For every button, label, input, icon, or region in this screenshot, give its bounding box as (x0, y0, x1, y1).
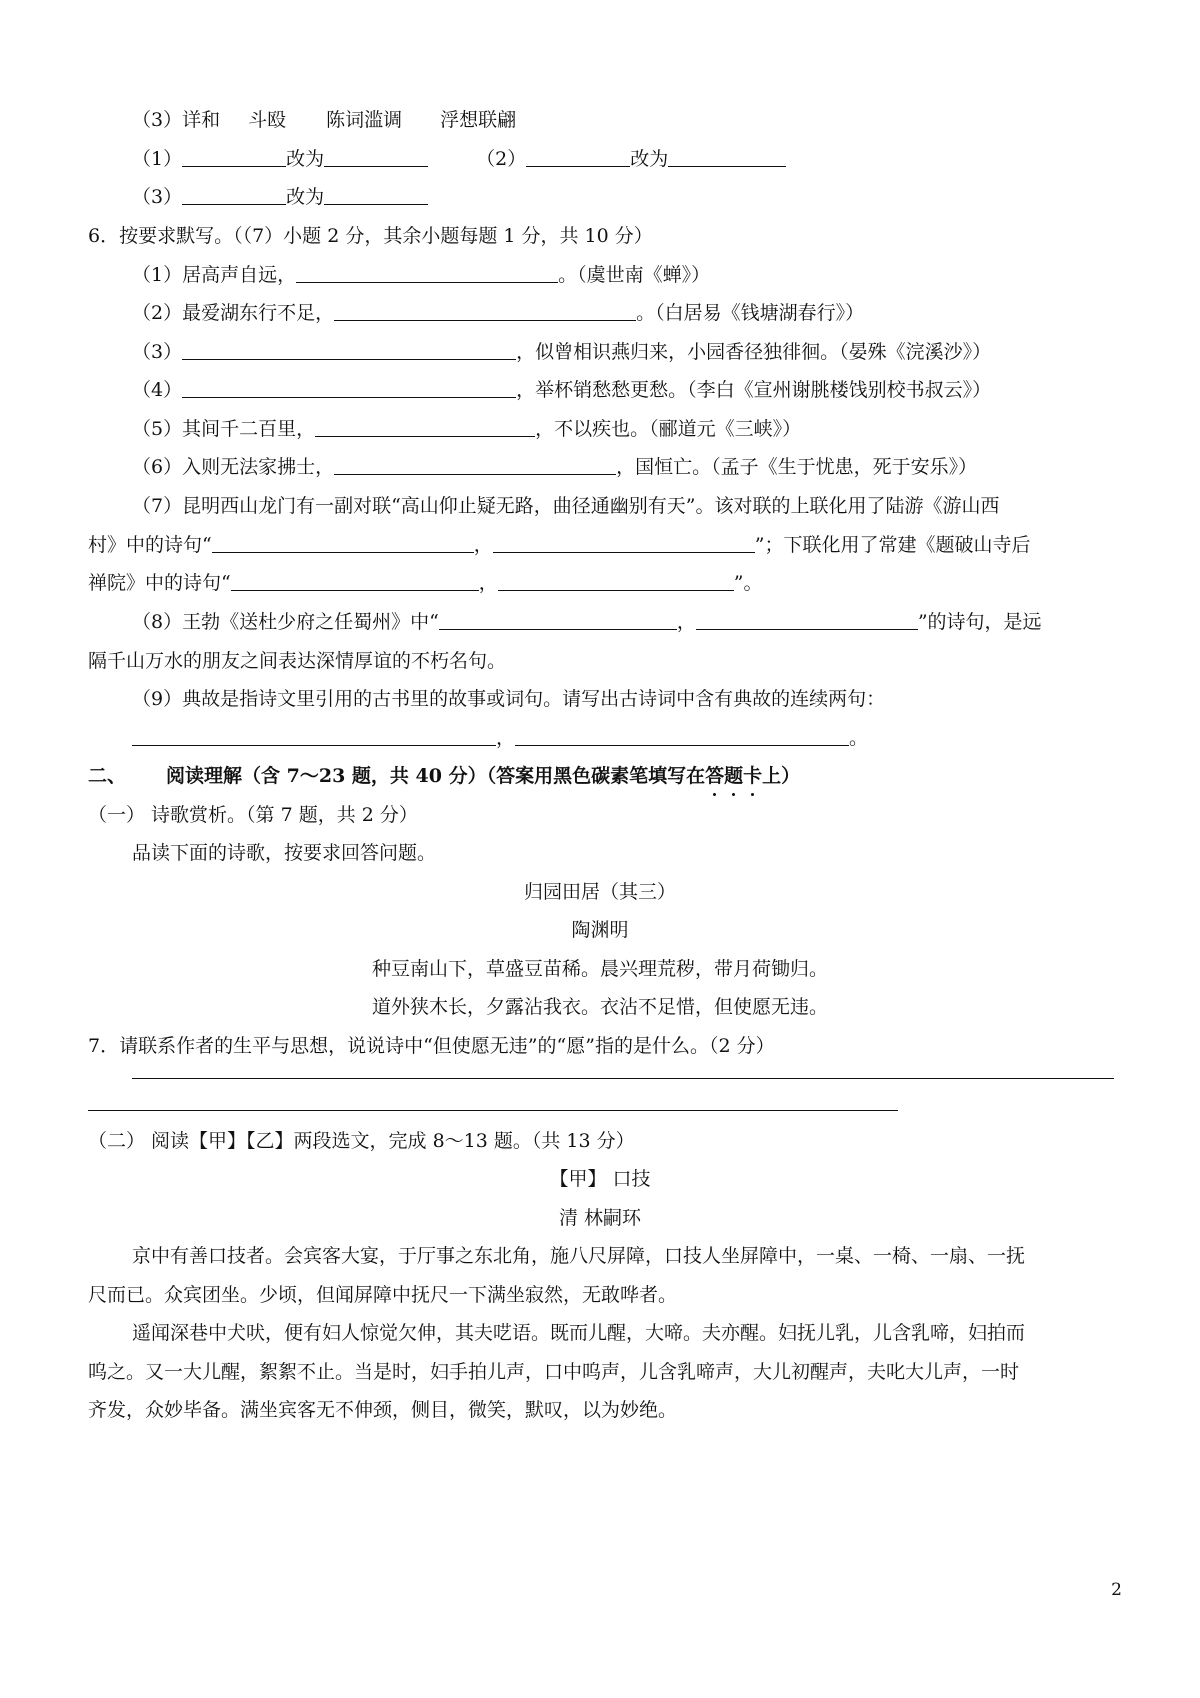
q5-label: （2） (476, 148, 527, 170)
emphasis-char: 卡 (743, 765, 763, 787)
q6-text: ”的诗句，是远 (917, 611, 1042, 633)
part2-title-end: 上） (762, 765, 801, 787)
q6-text: 。（虞世南《蝉》） (558, 264, 711, 286)
q6-text: （1）居高声自远， (132, 264, 297, 286)
q6-text: （3） (132, 341, 183, 363)
answer-blank[interactable] (231, 570, 479, 591)
answer-blank[interactable] (182, 146, 286, 167)
section-1-heading: （一） 诗歌赏析。（第 7 题，共 2 分） (88, 804, 418, 826)
q6-item-7-line-3 (88, 570, 1200, 596)
answer-blank[interactable] (439, 609, 677, 630)
q6-text: ， (496, 727, 516, 749)
poem-line-2: 道外狭木长，夕露沾我衣。衣沾不足惜，但使愿无违。 (371, 996, 828, 1018)
part2-heading (88, 763, 1200, 789)
q6-item-3 (132, 339, 1200, 365)
q6-text: ， (478, 572, 498, 594)
q5-item3 (132, 107, 1200, 133)
q5-word-4: 浮想联翩 (440, 109, 517, 131)
passage-author: 清 林嗣环 (558, 1207, 642, 1229)
passage-paragraph-2-line-1: 遥闻深巷中犬吠，便有妇人惊觉欠伸，其夫呓语。既而儿醒，大啼。夫亦醒。妇抚儿乳，儿含乳啼，妇拍而 (132, 1322, 1026, 1344)
answer-blank[interactable] (182, 377, 516, 398)
answer-blank[interactable] (668, 146, 786, 167)
answer-blank[interactable] (493, 532, 755, 553)
section-1-intro: 品读下面的诗歌，按要求回答问题。 (132, 842, 437, 864)
q5-label: （3） (132, 186, 183, 208)
answer-blank[interactable] (498, 570, 734, 591)
answer-blank[interactable] (526, 146, 630, 167)
q6-text: ”。 (733, 572, 763, 594)
q5-word-1: （3）详和 (132, 109, 221, 131)
answer-blank[interactable] (324, 146, 428, 167)
page-number: 2 (1111, 1580, 1122, 1600)
q6-item-2 (132, 300, 1200, 326)
answer-line[interactable] (88, 1110, 898, 1111)
answer-blank[interactable] (696, 609, 918, 630)
q6-text: （5）其间千二百里， (132, 418, 316, 440)
q5-label: 改为 (630, 148, 669, 170)
part2-title: 阅读理解（含 7～23 题，共 40 分）（答案用黑色碳素笔填写在 (166, 765, 706, 787)
passage-paragraph-2-line-3: 齐发，众妙毕备。满坐宾客无不伸颈，侧目，微笑，默叹，以为妙绝。 (88, 1399, 678, 1421)
q5-answer-row-1 (132, 146, 1200, 172)
q6-item-5 (132, 416, 1200, 442)
q6-text: 。（白居易《钱塘湖春行》） (636, 302, 865, 324)
answer-blank[interactable] (212, 532, 474, 553)
q5-label: 改为 (286, 186, 325, 208)
q6-text: ，不以疾也。（郦道元《三峡》） (535, 418, 802, 440)
answer-blank[interactable] (334, 300, 636, 321)
q6-text: 禅院》中的诗句“ (88, 572, 231, 594)
passage-paragraph-2-line-2: 呜之。又一大儿醒，絮絮不止。当是时，妇手拍儿声，口中呜声，儿含乳啼声，大儿初醒声，夫叱大儿声，一时 (88, 1361, 1020, 1383)
q5-word-3: 陈词滥调 (326, 109, 403, 131)
answer-line[interactable] (132, 1078, 1114, 1079)
answer-blank[interactable] (296, 262, 558, 283)
q6-text: （8）王勃《送杜少府之任蜀州》中“ (132, 611, 439, 633)
q5-label: 改为 (286, 148, 325, 170)
q6-item-6 (132, 454, 1200, 480)
passage-paragraph-1-line-2: 尺而已。众宾团坐。少顷，但闻屏障中抚尺一下满坐寂然，无敢哗者。 (88, 1284, 678, 1306)
q6-text: ，国恒亡。（孟子《生于忧患，死于安乐》） (616, 456, 978, 478)
q6-item-9-line-2 (132, 725, 1200, 751)
answer-blank[interactable] (182, 184, 286, 205)
q6-text: ，举杯销愁愁更愁。（李白《宣州谢朓楼饯别校书叔云》） (516, 379, 992, 401)
poem-author: 陶渊明 (571, 919, 629, 941)
q6-item-8-line-1 (132, 609, 1200, 635)
emphasis-char: 答 (705, 765, 725, 787)
q6-item-7-line-1: （7）昆明西山龙门有一副对联“高山仰止疑无路，曲径通幽别有天”。该对联的上联化用了陆游《游山西 (132, 495, 1000, 517)
passage-title: 【甲】 口技 (549, 1168, 651, 1190)
q6-item-9-line-1: （9）典故是指诗文里引用的古书里的故事或词句。请写出古诗词中含有典故的连续两句： (132, 688, 886, 710)
poem-line-1: 种豆南山下，草盛豆苗稀。晨兴理荒秽，带月荷锄归。 (371, 958, 828, 980)
q6-text: （6）入则无法家拂士， (132, 456, 335, 478)
q5-label: （1） (132, 148, 183, 170)
q6-item-1 (132, 262, 1200, 288)
q5-word-2: 斗殴 (248, 109, 287, 131)
section-2-heading: （二） 阅读【甲】【乙】两段选文，完成 8～13 题。（共 13 分） (88, 1130, 635, 1152)
q6-text: ， (676, 611, 696, 633)
q6-text: （4） (132, 379, 183, 401)
q6-text: ”；下联化用了常建《题破山寺后 (754, 534, 1031, 556)
answer-blank[interactable] (315, 416, 535, 437)
poem-title: 归园田居（其三） (523, 881, 676, 903)
q6-text: ， (473, 534, 493, 556)
answer-blank[interactable] (334, 454, 616, 475)
answer-blank[interactable] (132, 725, 496, 746)
answer-blank[interactable] (182, 339, 516, 360)
q6-item-4 (132, 377, 1200, 403)
q5-answer-row-2 (132, 184, 1200, 210)
q6-text: 村》中的诗句“ (88, 534, 212, 556)
q6-item-8-line-2: 隔千山万水的朋友之间表达深情厚谊的不朽名句。 (88, 650, 507, 672)
q6-text: 。 (849, 727, 869, 749)
passage-paragraph-1-line-1: 京中有善口技者。会宾客大宴，于厅事之东北角，施八尺屏障，口技人坐屏障中，一桌、一椅、一扇、一抚 (132, 1245, 1026, 1267)
answer-blank[interactable] (324, 184, 428, 205)
emphasis-char: 题 (724, 765, 744, 787)
q6-item-7-line-2 (88, 532, 1200, 558)
q6-text: ，似曾相识燕归来，小园香径独徘徊。（晏殊《浣溪沙》） (516, 341, 992, 363)
q6-heading: 6．按要求默写。（（7）小题 2 分，其余小题每题 1 分，共 10 分） (88, 225, 653, 247)
question-7: 7．请联系作者的生平与思想，说说诗中“但使愿无违”的“愿”指的是什么。（2 分） (88, 1035, 775, 1057)
answer-blank[interactable] (515, 725, 849, 746)
part2-number: 二、 (88, 765, 127, 787)
q6-text: （2）最爱湖东行不足， (132, 302, 335, 324)
